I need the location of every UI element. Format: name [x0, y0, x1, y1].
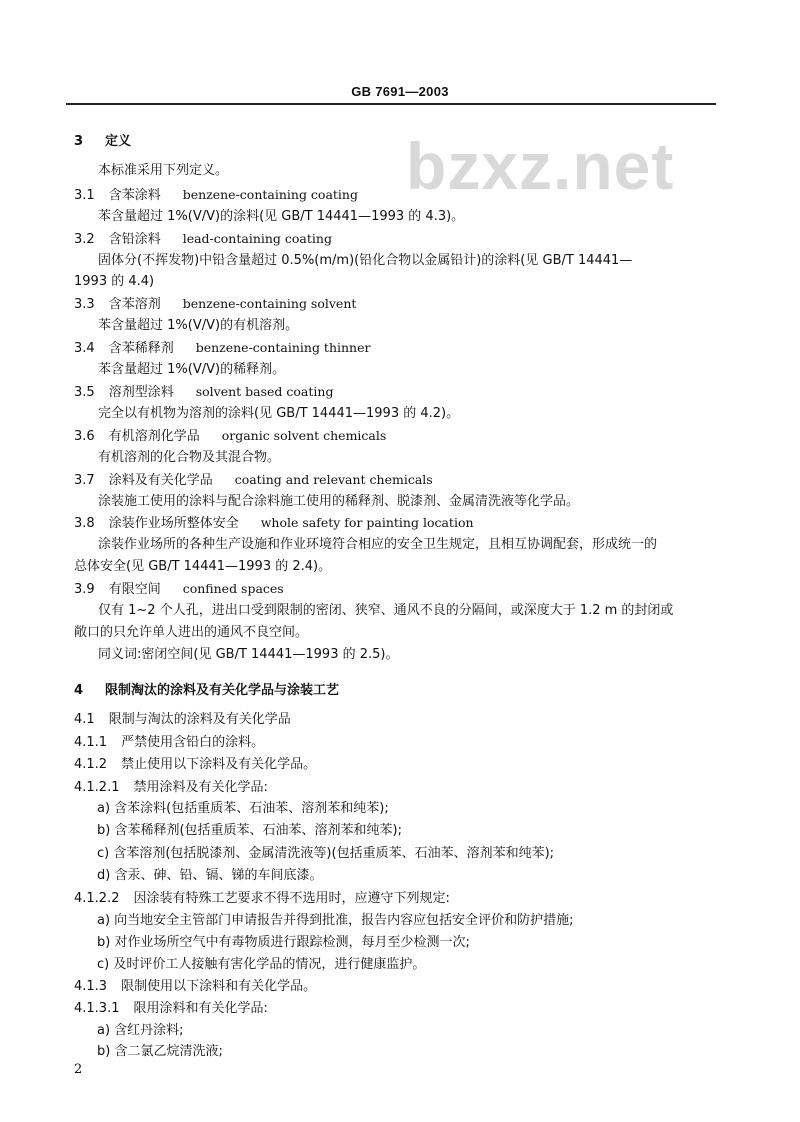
- term-en: whole safety for painting location: [260, 515, 474, 530]
- header-rule: [66, 103, 716, 105]
- list-item: a) 向当地安全主管部门申请报告并得到批准，报告内容应包括安全评价和防护措施;: [97, 913, 574, 928]
- definition-3-5-body: 完全以有机物为溶剂的涂料(见 GB/T 14441—1993 的 4.2)。: [98, 406, 460, 421]
- term-en: benzene-containing thinner: [195, 340, 371, 355]
- definition-3-1-body: 苯含量超过 1%(V/V)的涂料(见 GB/T 14441—1993 的 4.3)。: [98, 209, 465, 224]
- definition-3-6-body: 有机溶剂的化合物及其混合物。: [98, 450, 281, 465]
- term-en: benzene-containing solvent: [182, 296, 357, 311]
- definition-3-4-body: 苯含量超过 1%(V/V)的稀释剂。: [98, 362, 286, 377]
- term-number: 3.4: [74, 341, 95, 356]
- definition-3-3-term: [74, 296, 724, 313]
- clause-number: 4.1.2.2: [74, 891, 120, 906]
- definition-3-4-term: [74, 340, 724, 357]
- definition-3-8-body-line1: 涂装作业场所的各种生产设施和作业环境符合相应的安全卫生规定，且相互协调配套，形成统一的: [98, 537, 658, 552]
- term-en: solvent based coating: [195, 384, 334, 399]
- term-number: 3.7: [74, 473, 95, 488]
- definition-3-9-body-line2: 敞口的只允许单人进出的通风不良空间。: [74, 625, 309, 640]
- section-number: 3: [74, 134, 84, 149]
- list-item: a) 含红丹涂料;: [97, 1023, 184, 1038]
- definition-3-8-term: [74, 515, 724, 532]
- list-item: b) 含苯稀释剂(包括重质苯、石油苯、溶剂苯和纯苯);: [97, 823, 402, 838]
- term-zh: 含铅涂料: [108, 232, 161, 247]
- definition-3-5-term: [74, 384, 724, 401]
- clause-4-1-2-2: [74, 891, 724, 907]
- clause-number: 4.1.3: [74, 979, 108, 994]
- definition-3-9-synonym: 同义词:密闭空间(见 GB/T 14441—1993 的 2.5)。: [98, 647, 399, 662]
- clause-number: 4.1.2: [74, 757, 108, 772]
- term-zh: 涂装作业场所整体安全: [108, 516, 239, 531]
- section-title: 定义: [105, 134, 132, 149]
- section-title: 限制淘汰的涂料及有关化学品与涂装工艺: [105, 683, 340, 698]
- definition-3-2-body-line2: 1993 的 4.4): [74, 274, 155, 289]
- term-zh: 涂料及有关化学品: [108, 473, 213, 488]
- term-zh: 含苯溶剂: [108, 297, 161, 312]
- section-4-heading: [74, 683, 724, 699]
- list-item: b) 对作业场所空气中有毒物质进行跟踪检测，每月至少检测一次;: [97, 935, 470, 950]
- term-number: 3.3: [74, 297, 95, 312]
- clause-4-1: [74, 712, 724, 728]
- definition-3-1-term: [74, 187, 724, 204]
- clause-4-1-3: [74, 979, 724, 995]
- clause-number: 4.1.1: [74, 735, 108, 750]
- term-zh: 有机溶剂化学品: [108, 429, 200, 444]
- clause-4-1-2-1: [74, 780, 724, 796]
- page-number: 2: [74, 1062, 83, 1077]
- term-zh: 有限空间: [108, 582, 161, 597]
- clause-text: 禁用涂料及有关化学品:: [133, 780, 268, 795]
- term-number: 3.1: [74, 188, 95, 203]
- watermark-text: bzxz.net: [406, 129, 675, 203]
- term-en: lead-containing coating: [182, 231, 332, 246]
- term-number: 3.6: [74, 429, 95, 444]
- term-zh: 含苯稀释剂: [108, 341, 174, 356]
- clause-text: 禁止使用以下涂料及有关化学品。: [121, 757, 317, 772]
- term-number: 3.5: [74, 385, 95, 400]
- definition-3-9-term: [74, 581, 724, 598]
- list-item: d) 含汞、砷、铅、镉、锑的车间底漆。: [97, 868, 323, 883]
- clause-number: 4.1.2.1: [74, 780, 120, 795]
- clause-text: 因涂装有特殊工艺要求不得不选用时，应遵守下列规定:: [133, 891, 450, 906]
- section-3-intro: 本标准采用下列定义。: [98, 163, 229, 178]
- term-zh: 含苯涂料: [108, 188, 161, 203]
- clause-number: 4.1: [74, 712, 95, 727]
- term-en: coating and relevant chemicals: [234, 472, 433, 487]
- list-item: a) 含苯涂料(包括重质苯、石油苯、溶剂苯和纯苯);: [97, 801, 389, 816]
- list-item: c) 含苯溶剂(包括脱漆剂、金属清洗液等)(包括重质苯、石油苯、溶剂苯和纯苯);: [97, 846, 555, 861]
- list-item: c) 及时评价工人接触有害化学品的情况，进行健康监护。: [97, 957, 426, 972]
- clause-4-1-1: [74, 735, 724, 751]
- clause-4-1-3-1: [74, 1001, 724, 1017]
- definition-3-3-body: 苯含量超过 1%(V/V)的有机溶剂。: [98, 318, 299, 333]
- definition-3-2-term: [74, 231, 724, 248]
- clause-text: 限用涂料和有关化学品:: [133, 1001, 268, 1016]
- term-number: 3.8: [74, 516, 95, 531]
- section-number: 4: [74, 683, 84, 698]
- term-number: 3.9: [74, 582, 95, 597]
- definition-3-7-body: 涂装施工使用的涂料与配合涂料施工使用的稀释剂、脱漆剂、金属清洗液等化学品。: [98, 494, 580, 509]
- clause-number: 4.1.3.1: [74, 1001, 120, 1016]
- term-en: benzene-containing coating: [182, 187, 358, 202]
- term-number: 3.2: [74, 232, 95, 247]
- section-3-heading: [74, 134, 724, 150]
- term-zh: 溶剂型涂料: [108, 385, 174, 400]
- term-en: organic solvent chemicals: [221, 428, 387, 443]
- list-item: b) 含二氯乙烷清洗液;: [97, 1044, 223, 1059]
- document-header-code: GB 7691—2003: [351, 84, 449, 99]
- definition-3-8-body-line2: 总体安全(见 GB/T 14441—1993 的 2.4)。: [74, 559, 332, 574]
- clause-text: 限制使用以下涂料和有关化学品。: [121, 979, 317, 994]
- term-en: confined spaces: [182, 581, 284, 596]
- clause-text: 严禁使用含铅白的涂料。: [121, 735, 265, 750]
- clause-text: 限制与淘汰的涂料及有关化学品: [108, 712, 291, 727]
- definition-3-2-body-line1: 固体分(不挥发物)中铅含量超过 0.5%(m/m)(铅化合物以金属铅计)的涂料(见 GB/T 14441—: [98, 253, 633, 268]
- clause-4-1-2: [74, 757, 724, 773]
- definition-3-6-term: [74, 428, 724, 445]
- definition-3-9-body-line1: 仅有 1~2 个人孔，进出口受到限制的密闭、狭窄、通风不良的分隔间，或深度大于 1.2 m 的封闭或: [98, 603, 674, 618]
- definition-3-7-term: [74, 472, 724, 489]
